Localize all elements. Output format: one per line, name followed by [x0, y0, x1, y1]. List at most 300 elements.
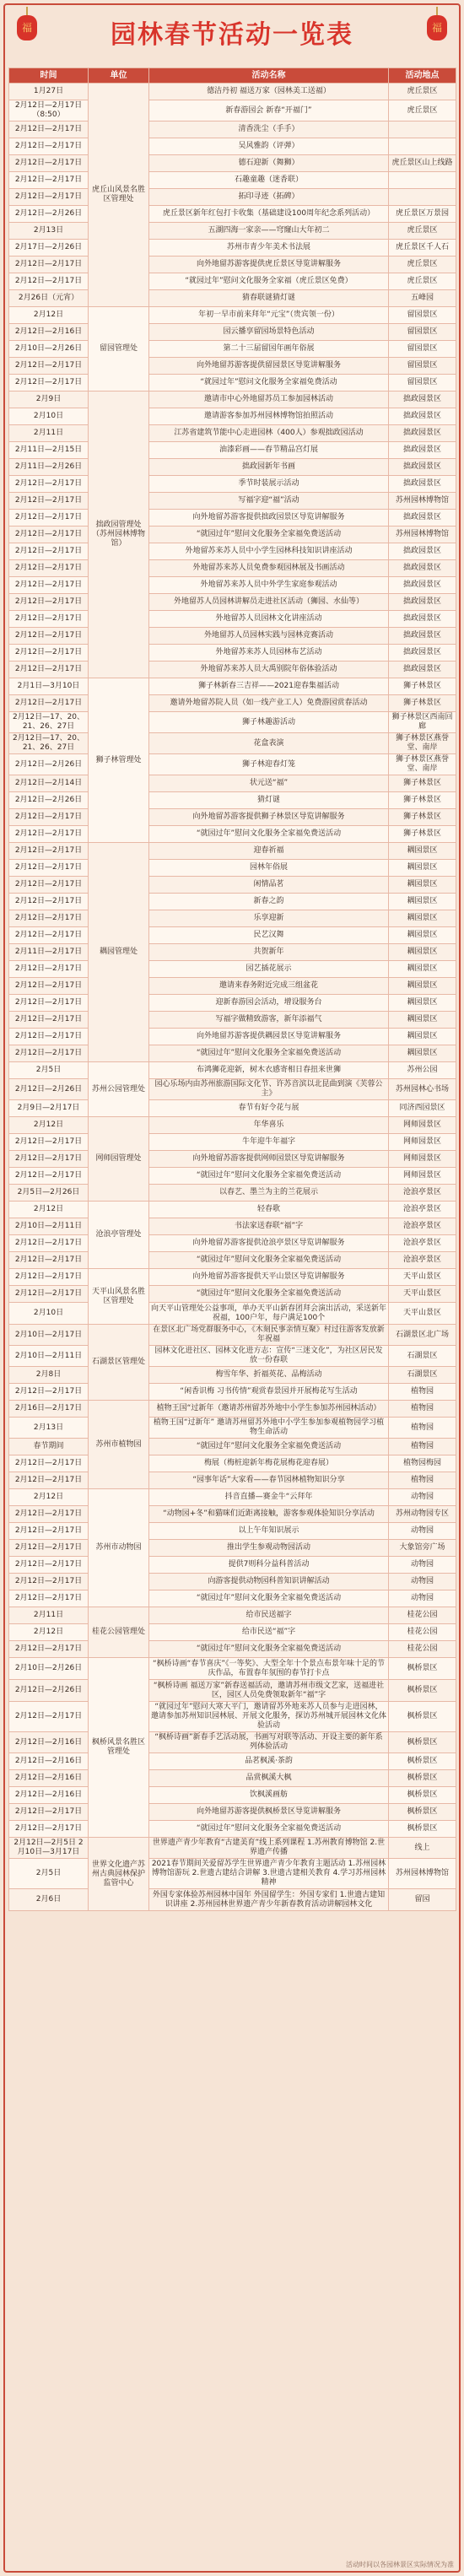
- date-cell: 2月12日—17、20、21、26、27日: [9, 733, 89, 754]
- activity-cell: 虎丘景区新年红包打卡收集（基础建设100周年纪念系列活动）: [149, 206, 389, 223]
- date-cell: 2月13日: [9, 223, 89, 240]
- location-cell: 线上: [389, 1838, 456, 1859]
- date-cell: 2月12日—2月17日: [9, 375, 89, 392]
- table-row: [9, 1658, 456, 1680]
- activity-cell: “就园过年”慰问文化服务全家福免费送活动: [149, 1641, 389, 1658]
- table-row: [9, 324, 456, 341]
- table-row: [9, 223, 456, 240]
- activity-cell: 写福字做精致游客，新年添福气: [149, 1012, 389, 1029]
- unit-cell: 网师园管理处: [89, 1117, 149, 1202]
- activity-cell: 外地留苏来苏人员园林布艺活动: [149, 645, 389, 662]
- table-row: [9, 1218, 456, 1235]
- table-row: [9, 1859, 456, 1889]
- table-row: [9, 1029, 456, 1045]
- activity-cell: 邀请游客参加苏州园林博物馆拍照活动: [149, 408, 389, 425]
- date-cell: 2月12日—2月17日: [9, 877, 89, 894]
- date-cell: 2月12日—2月17日: [9, 527, 89, 543]
- location-cell: 留园景区: [389, 358, 456, 375]
- date-cell: 2月12日—2月17日: [9, 560, 89, 577]
- unit-cell: 世界文化遗产苏州古典园林保护监管中心: [89, 1838, 149, 1911]
- table-row: [9, 172, 456, 189]
- location-cell: 耦园景区: [389, 843, 456, 860]
- table-row: [9, 695, 456, 712]
- table-row: [9, 155, 456, 172]
- location-cell: 虎丘景区万景园: [389, 206, 456, 223]
- activity-cell: 向外地留苏游客提供沧浪亭景区导览讲解服务: [149, 1235, 389, 1252]
- table-row: [9, 1303, 456, 1325]
- location-cell: 虎丘景区千人石: [389, 240, 456, 257]
- table-row: [9, 1804, 456, 1821]
- table-row: [9, 712, 456, 733]
- date-cell: 2月12日—2月17日: [9, 358, 89, 375]
- date-cell: 2月5日: [9, 1062, 89, 1079]
- unit-cell: 苏州市植物园: [89, 1401, 149, 1489]
- date-cell: 2月12日—2月17日: [9, 1540, 89, 1557]
- unit-cell: 耦园管理处: [89, 843, 149, 1062]
- location-cell: 拙政园景区: [389, 476, 456, 493]
- location-cell: 拙政园景区: [389, 392, 456, 408]
- table-row: [9, 995, 456, 1012]
- location-cell: 植物园: [389, 1472, 456, 1489]
- date-cell: 2月12日—2月17日: [9, 122, 89, 138]
- activity-cell: 外地留苏人员园林实践与园林竞赛活动: [149, 628, 389, 645]
- activity-cell: “园事年话”大家看——春节园林植物知识分享: [149, 1472, 389, 1489]
- table-row: [9, 1732, 456, 1753]
- activity-cell: 外国专家体验苏州园林中国年 外国留学生：外国专家们 1.世遗古建知识讲座 2.苏州园林世界遗产青少年新春教育活动讲解园林文化: [149, 1889, 389, 1911]
- table-row: [9, 1079, 456, 1100]
- location-cell: 网师园景区: [389, 1168, 456, 1185]
- activity-cell: “枫桥诗画”新春手艺活动展，书画写对联等活动、开设主要的新年系列体验活动: [149, 1732, 389, 1753]
- activity-cell: 状元送“福”: [149, 775, 389, 792]
- activity-cell: 苏州市青少年美术书法展: [149, 240, 389, 257]
- table-row: [9, 1680, 456, 1702]
- location-cell: 虎丘景区: [389, 223, 456, 240]
- activity-cell: 猜春联谜猜灯谜: [149, 290, 389, 307]
- location-cell: 耦园景区: [389, 910, 456, 927]
- date-cell: 2月12日—2月17日: [9, 1134, 89, 1151]
- date-cell: 2月12日—2月17日: [9, 1286, 89, 1303]
- table-row: [9, 189, 456, 206]
- location-cell: 五峰园: [389, 290, 456, 307]
- table-row: [9, 408, 456, 425]
- unit-cell: 桂花公园管理处: [89, 1607, 149, 1658]
- location-cell: 苏州公园: [389, 1062, 456, 1079]
- activity-cell: “就园过年”慰问文化服务全家福免费送活动: [149, 1168, 389, 1185]
- column-header: 时间: [9, 68, 89, 84]
- date-cell: 2月12日—2月17日: [9, 1384, 89, 1401]
- date-cell: 2月12日—2月16日: [9, 1770, 89, 1787]
- date-cell: 2月12日—2月17日: [9, 577, 89, 594]
- location-cell: 苏州园林博物馆: [389, 527, 456, 543]
- date-cell: 2月12日—2月17日: [9, 1235, 89, 1252]
- location-cell: 拙政园景区: [389, 408, 456, 425]
- location-cell: 拙政园景区: [389, 425, 456, 442]
- table-row: [9, 1134, 456, 1151]
- activity-cell: 江苏省建筑节能中心走进园林（400人）参观拙政园活动: [149, 425, 389, 442]
- table-row: [9, 442, 456, 459]
- date-cell: 2月12日: [9, 307, 89, 324]
- location-cell: 虎丘景区: [389, 273, 456, 290]
- location-cell: 狮子林景区: [389, 809, 456, 826]
- date-cell: 2月12日—2月17日: [9, 594, 89, 611]
- activity-cell: 德石迎新（舞狮）: [149, 155, 389, 172]
- location-cell: 耦园景区: [389, 894, 456, 910]
- location-cell: 虎丘景区: [389, 257, 456, 273]
- table-row: [9, 809, 456, 826]
- activity-cell: 狮子林新春三吉祥——2021迎春集福活动: [149, 678, 389, 695]
- activity-cell: 园云播享留园场景特色活动: [149, 324, 389, 341]
- table-row: [9, 1117, 456, 1134]
- table-row: [9, 392, 456, 408]
- date-cell: 2月12日—2月17日: [9, 978, 89, 995]
- date-cell: 2月12日—2月17日: [9, 257, 89, 273]
- activity-cell: “就园过年”慰问文化服务全家福免费送活动: [149, 826, 389, 843]
- activity-cell: 新春之韵: [149, 894, 389, 910]
- activity-cell: 梅展（梅桩迎新年梅花展梅花迎春展）: [149, 1455, 389, 1472]
- date-cell: 2月12日—17、20、21、26、27日: [9, 712, 89, 733]
- activity-cell: 给市民送“福”字: [149, 1624, 389, 1641]
- table-row: [9, 257, 456, 273]
- table-row: [9, 1252, 456, 1269]
- table-row: [9, 1384, 456, 1401]
- table-row: [9, 1607, 456, 1624]
- date-cell: 2月12日—2月17日: [9, 543, 89, 560]
- location-cell: 枫桥景区: [389, 1753, 456, 1770]
- table-row: [9, 100, 456, 122]
- date-cell: 2月12日—2月17日: [9, 1702, 89, 1732]
- activity-cell: 园林文化进社区、园林文化进方志：宣传“三迷文化”，为社区居民发放一份春联: [149, 1346, 389, 1367]
- date-cell: 2月11日—2月17日: [9, 944, 89, 961]
- activity-cell: 外地留苏来苏人员中外学生家庭参观活动: [149, 577, 389, 594]
- activity-cell: 拙政园新年书画: [149, 459, 389, 476]
- activity-cell: 向外地留苏游客提供留园景区导览讲解服务: [149, 358, 389, 375]
- activity-cell: 狮子林趣游活动: [149, 712, 389, 733]
- page-title: 园林春节活动一览表: [111, 20, 353, 50]
- location-cell: 天平山景区: [389, 1286, 456, 1303]
- activity-cell: 以春艺、墨兰为主的兰花展示: [149, 1185, 389, 1202]
- table-row: [9, 1702, 456, 1732]
- location-cell: 耦园景区: [389, 1029, 456, 1045]
- location-cell: 枫桥景区: [389, 1702, 456, 1732]
- table-row: [9, 1185, 456, 1202]
- activity-cell: 新春游园会 新春“开福门”: [149, 100, 389, 122]
- date-cell: 2月10日—2月26日: [9, 341, 89, 358]
- activity-cell: 布鸿狮花迎新，树木衣感寄相日春扭来世狮: [149, 1062, 389, 1079]
- activity-cell: 外地留苏来苏人员中小学生园林科技知识讲座活动: [149, 543, 389, 560]
- activity-cell: 乐享迎新: [149, 910, 389, 927]
- activity-cell: 共贺新年: [149, 944, 389, 961]
- date-cell: 2月12日—2月17日: [9, 894, 89, 910]
- location-cell: 虎丘景区: [389, 100, 456, 122]
- location-cell: 石湖景区: [389, 1367, 456, 1384]
- activity-cell: 邀请外地留苏院人员（如一线产业工人）免费游园赏春活动: [149, 695, 389, 712]
- date-cell: 2月12日—2月17日: [9, 910, 89, 927]
- location-cell: 网师园景区: [389, 1151, 456, 1168]
- activity-cell: “就园过年”慰问大寒大平门，邀请留苏外地来苏人员参与走进园林，邀请参加苏州知识园林展、开展文化服务，探访苏州城开展园林文化体验活动: [149, 1702, 389, 1732]
- activity-cell: 季节时装展示活动: [149, 476, 389, 493]
- location-cell: 耦园景区: [389, 860, 456, 877]
- table-row: [9, 826, 456, 843]
- table-row: [9, 910, 456, 927]
- date-cell: 2月11日—2月15日: [9, 442, 89, 459]
- activity-cell: 品赏枫溪大枫: [149, 1770, 389, 1787]
- table-row: [9, 1506, 456, 1523]
- table-row: [9, 961, 456, 978]
- date-cell: 2月12日—2月17日: [9, 155, 89, 172]
- unit-cell: 石湖景区管理处: [89, 1325, 149, 1401]
- location-cell: 狮子林景区: [389, 695, 456, 712]
- activity-cell: 园林年俗展: [149, 860, 389, 877]
- unit-cell: 拙政园管理处（苏州园林博物馆）: [89, 392, 149, 678]
- location-cell: [389, 138, 456, 155]
- location-cell: 植物园: [389, 1418, 456, 1439]
- activity-cell: 梅雪年华、折福英花、品梅活动: [149, 1367, 389, 1384]
- location-cell: 大象馆旁广场: [389, 1540, 456, 1557]
- activity-cell: 向外地留苏游客提供狮子林景区导览讲解服务: [149, 809, 389, 826]
- table-row: [9, 341, 456, 358]
- location-cell: 植物园: [389, 1384, 456, 1401]
- activity-cell: 邀请来春务附近完成三组盆花: [149, 978, 389, 995]
- table-row: [9, 1821, 456, 1838]
- location-cell: 狮子林景区: [389, 826, 456, 843]
- table-row: [9, 877, 456, 894]
- date-cell: 2月10日—2月17日: [9, 1325, 89, 1346]
- activity-cell: 外地留苏来苏人员免费参观园林展及书画活动: [149, 560, 389, 577]
- location-cell: 拙政园景区: [389, 459, 456, 476]
- table-row: [9, 1062, 456, 1079]
- date-cell: 2月12日—2月17日: [9, 628, 89, 645]
- table-row: [9, 733, 456, 754]
- table-row: [9, 1286, 456, 1303]
- table-row: [9, 273, 456, 290]
- table-row: [9, 425, 456, 442]
- activity-cell: 提供7则科分益科普活动: [149, 1557, 389, 1574]
- activity-cell: “就园过年”慰问文化服务全家福免费活动: [149, 375, 389, 392]
- location-cell: 网师园景区: [389, 1134, 456, 1151]
- date-cell: 2月11日: [9, 1607, 89, 1624]
- activity-cell: 园心乐场内由苏州旅游国际文化节、许苏音滨以北昆曲到演《芙蓉公主》: [149, 1079, 389, 1100]
- location-cell: 留园景区: [389, 324, 456, 341]
- date-cell: 2月12日: [9, 1624, 89, 1641]
- date-cell: 2月12日—2月17日: [9, 1523, 89, 1540]
- date-cell: 2月11日: [9, 425, 89, 442]
- date-cell: 2月12日—2月26日: [9, 754, 89, 775]
- location-cell: 留园景区: [389, 307, 456, 324]
- date-cell: 2月13日: [9, 1418, 89, 1439]
- table-row: [9, 84, 456, 100]
- date-cell: 2月12日—2月17日: [9, 510, 89, 527]
- date-cell: 2月12日—2月17日: [9, 1252, 89, 1269]
- table-row: [9, 543, 456, 560]
- location-cell: 石湖景区: [389, 1346, 456, 1367]
- activity-cell: 第二十三届留园年画年俗展: [149, 341, 389, 358]
- date-cell: 2月12日—2月5日 2月10日—3月17日: [9, 1838, 89, 1859]
- activity-cell: 狮子林迎春灯笼: [149, 754, 389, 775]
- table-row: [9, 843, 456, 860]
- location-cell: 植物园梅园: [389, 1455, 456, 1472]
- table-row: [9, 792, 456, 809]
- location-cell: 沧浪亭景区: [389, 1202, 456, 1218]
- date-cell: 2月6日: [9, 1889, 89, 1911]
- activity-cell: 外地留苏人员园林讲解员走进社区活动（狮园、水仙等）: [149, 594, 389, 611]
- location-cell: 耦园景区: [389, 1045, 456, 1062]
- date-cell: 2月12日—2月26日: [9, 1079, 89, 1100]
- table-row: [9, 1624, 456, 1641]
- date-cell: 2月12日—2月17日: [9, 826, 89, 843]
- table-row: [9, 594, 456, 611]
- location-cell: 枫桥景区: [389, 1804, 456, 1821]
- date-cell: 2月12日—2月17日: [9, 273, 89, 290]
- date-cell: 2月12日—2月17日（8:50）: [9, 100, 89, 122]
- activity-cell: 推出学生参观动物园活动: [149, 1540, 389, 1557]
- location-cell: 枫桥景区: [389, 1821, 456, 1838]
- date-cell: 2月10日: [9, 408, 89, 425]
- table-row: [9, 1269, 456, 1286]
- location-cell: 拙政园景区: [389, 442, 456, 459]
- location-cell: 拙政园景区: [389, 645, 456, 662]
- table-row: [9, 775, 456, 792]
- location-cell: 枫桥景区: [389, 1732, 456, 1753]
- location-cell: 沧浪亭景区: [389, 1235, 456, 1252]
- activity-cell: 德洁丹初 福送万家（园林美工送福）: [149, 84, 389, 100]
- unit-cell: 枫桥风景名胜区管理处: [89, 1658, 149, 1838]
- date-cell: 2月10日—2月26日: [9, 1658, 89, 1680]
- unit-cell: 留园管理处: [89, 307, 149, 392]
- location-cell: 狮子林景区: [389, 792, 456, 809]
- table-row: [9, 1641, 456, 1658]
- table-row: [9, 1753, 456, 1770]
- table-header-row: [9, 68, 456, 84]
- location-cell: [389, 172, 456, 189]
- activity-cell: “枫桥诗画“春节喜庆”《一等奖》、大型全年十个景点布景年味十足的节庆作品，布置春年氛围的春节打卡点: [149, 1658, 389, 1680]
- table-row: [9, 1540, 456, 1557]
- date-cell: 2月17日—2月26日: [9, 240, 89, 257]
- activity-cell: 外地留苏人员园林文化讲座活动: [149, 611, 389, 628]
- date-cell: 2月12日: [9, 1489, 89, 1506]
- table-row: [9, 358, 456, 375]
- date-cell: 2月12日—2月26日: [9, 206, 89, 223]
- table-row: [9, 1523, 456, 1540]
- location-cell: 动物园: [389, 1489, 456, 1506]
- table-row: [9, 927, 456, 944]
- location-cell: [389, 122, 456, 138]
- location-cell: 拙政园景区: [389, 543, 456, 560]
- activity-cell: “就园过年”慰问文化服务全家福免费送活动: [149, 1439, 389, 1455]
- footer-note: 活动时间以各园林景区实际情况为准: [346, 2561, 454, 2568]
- activity-cell: 向天平山管理处公益事项，单办天平山新春团拜会演出活动，采送新年祝福，100户年，每户满足100个: [149, 1303, 389, 1325]
- table-row: [9, 662, 456, 678]
- table-row: [9, 645, 456, 662]
- activity-cell: 向外地留苏游客提供虎丘景区导览讲解服务: [149, 257, 389, 273]
- table-body: [9, 84, 456, 1911]
- activity-cell: “就园过年”慰问文化服务全家福免费送活动: [149, 527, 389, 543]
- activity-cell: 年华喜乐: [149, 1117, 389, 1134]
- location-cell: 耦园景区: [389, 1012, 456, 1029]
- date-cell: 2月12日—2月26日: [9, 792, 89, 809]
- date-cell: 2月12日—2月17日: [9, 1557, 89, 1574]
- date-cell: 2月12日—2月17日: [9, 493, 89, 510]
- activity-cell: 给市民送福字: [149, 1607, 389, 1624]
- date-cell: 2月12日—2月16日: [9, 324, 89, 341]
- location-cell: 拙政园景区: [389, 510, 456, 527]
- date-cell: 2月12日—2月17日: [9, 1012, 89, 1029]
- table-row: [9, 1590, 456, 1607]
- table-row: [9, 1012, 456, 1029]
- activity-cell: 向外地留苏游客提供网师园景区导览讲解服务: [149, 1151, 389, 1168]
- activity-cell: 石趣童趣（迷香联）: [149, 172, 389, 189]
- location-cell: 拙政园景区: [389, 594, 456, 611]
- table-row: [9, 375, 456, 392]
- location-cell: [389, 189, 456, 206]
- location-cell: 沧浪亭景区: [389, 1185, 456, 1202]
- location-cell: 天平山景区: [389, 1269, 456, 1286]
- table-row: [9, 1455, 456, 1472]
- date-cell: 2月12日—2月17日: [9, 1641, 89, 1658]
- activity-cell: 向游客提供动物园科普知识讲解活动: [149, 1574, 389, 1590]
- location-cell: 植物园: [389, 1401, 456, 1418]
- date-cell: 2月12日—2月17日: [9, 809, 89, 826]
- table-row: [9, 206, 456, 223]
- date-cell: 2月12日—2月17日: [9, 1821, 89, 1838]
- location-cell: 苏州园林心书场: [389, 1079, 456, 1100]
- activity-table: [8, 68, 456, 1911]
- table-row: [9, 307, 456, 324]
- location-cell: 沧浪亭景区: [389, 1252, 456, 1269]
- location-cell: 耦园景区: [389, 995, 456, 1012]
- table-row: [9, 1168, 456, 1185]
- location-cell: 枫桥景区: [389, 1770, 456, 1787]
- date-cell: 2月12日—2月17日: [9, 1472, 89, 1489]
- location-cell: 留园: [389, 1889, 456, 1911]
- location-cell: 同济西园景区: [389, 1100, 456, 1117]
- date-cell: 2月12日: [9, 1202, 89, 1218]
- table-row: [9, 1889, 456, 1911]
- table-row: [9, 894, 456, 910]
- activity-cell: “就园过年”慰问文化服务全家福免费送活动: [149, 1045, 389, 1062]
- date-cell: 2月1日—3月10日: [9, 678, 89, 695]
- unit-cell: 天平山风景名胜区管理处: [89, 1269, 149, 1325]
- unit-cell: 狮子林管理处: [89, 678, 149, 843]
- activity-cell: 闲情品茗: [149, 877, 389, 894]
- date-cell: 2月12日—2月26日: [9, 1680, 89, 1702]
- column-header: 活动地点: [389, 68, 456, 84]
- lantern-icon: 福: [427, 15, 447, 41]
- date-cell: 2月12日—2月17日: [9, 476, 89, 493]
- location-cell: 耦园景区: [389, 978, 456, 995]
- table-row: [9, 1557, 456, 1574]
- date-cell: 2月5日—2月26日: [9, 1185, 89, 1202]
- date-cell: 2月12日—2月17日: [9, 1045, 89, 1062]
- activity-cell: 轻春歌: [149, 1202, 389, 1218]
- date-cell: 2月12日—2月17日: [9, 611, 89, 628]
- table-row: [9, 860, 456, 877]
- location-cell: 枫桥景区: [389, 1787, 456, 1804]
- location-cell: 狮子林景区燕誉堂、南岸: [389, 733, 456, 754]
- table-row: [9, 527, 456, 543]
- location-cell: 拙政园景区: [389, 628, 456, 645]
- date-cell: 2月12日—2月17日: [9, 1168, 89, 1185]
- unit-cell: 苏州公园管理处: [89, 1062, 149, 1117]
- location-cell: 狮子林景区: [389, 775, 456, 792]
- activity-cell: 民艺汉舞: [149, 927, 389, 944]
- table-row: [9, 1787, 456, 1804]
- activity-cell: 以上午年知识展示: [149, 1523, 389, 1540]
- location-cell: 虎丘景区: [389, 84, 456, 100]
- activity-cell: “就园过年”慰问文化服务全家福免费送活动: [149, 1590, 389, 1607]
- table-row: [9, 138, 456, 155]
- location-cell: 苏州动物园专区: [389, 1506, 456, 1523]
- activity-cell: 拓印寻迹（拓碑）: [149, 189, 389, 206]
